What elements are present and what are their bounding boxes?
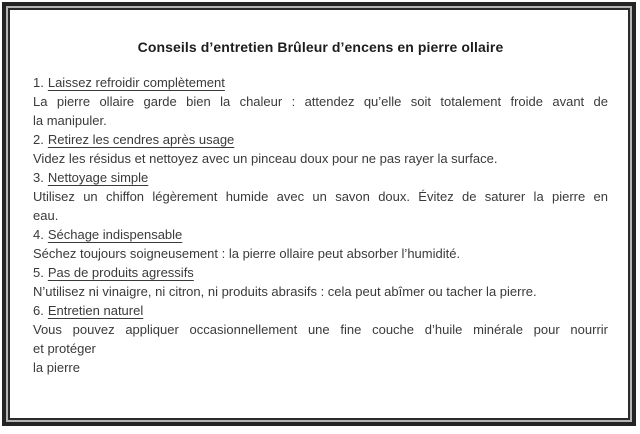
section-4 [33, 225, 608, 263]
section-heading-line [33, 73, 608, 92]
section-number: 3. [33, 170, 44, 185]
section-heading-line [33, 263, 608, 282]
document-page [8, 8, 630, 420]
body-line: Videz les résidus et nettoyez avec un pinceau doux pour ne pas rayer la surface. [33, 151, 498, 166]
section-heading-line [33, 301, 608, 320]
section-heading: Nettoyage simple [47, 170, 149, 185]
section-heading: Entretien naturel [47, 303, 144, 318]
body-line: Séchez toujours soigneusement : la pierre ollaire peut absorber l’humidité. [33, 246, 461, 261]
section-heading: Pas de produits agressifs [47, 265, 194, 280]
section-number: 5. [33, 265, 44, 280]
section-heading-line [33, 130, 608, 149]
section-heading-line [33, 168, 608, 187]
body-line: eau. [33, 208, 59, 223]
page-border-frame [2, 2, 636, 426]
section-heading-line [33, 225, 608, 244]
section-number: 2. [33, 132, 44, 147]
document-title: Conseils d’entretien Brûleur d’encens en pierre ollaire [137, 39, 504, 55]
body-line: N’utilisez ni vinaigre, ni citron, ni produits abrasifs : cela peut abîmer ou tacher la pierre. [33, 284, 537, 299]
section-3 [33, 168, 608, 225]
body-line: et protéger [33, 341, 96, 356]
section-6 [33, 301, 608, 377]
section-number: 1. [33, 75, 44, 90]
section-2 [33, 130, 608, 168]
body-line: la pierre [33, 360, 80, 375]
section-5 [33, 263, 608, 301]
section-heading: Séchage indispensable [47, 227, 183, 242]
body-line: Utilisez un chiffon légèrement humide avec un savon doux. Évitez de saturer la pierre en [33, 189, 608, 204]
section-heading: Laissez refroidir complètement [47, 75, 225, 90]
body-line: la manipuler. [33, 113, 107, 128]
section-number: 6. [33, 303, 44, 318]
section-number: 4. [33, 227, 44, 242]
section-heading: Retirez les cendres après usage [47, 132, 235, 147]
body-line: Vous pouvez appliquer occasionnellement une fine couche d’huile minérale pour nourrir [33, 322, 608, 337]
section-1 [33, 73, 608, 130]
body-line: La pierre ollaire garde bien la chaleur : attendez qu’elle soit totalement froide avant de [33, 94, 608, 109]
